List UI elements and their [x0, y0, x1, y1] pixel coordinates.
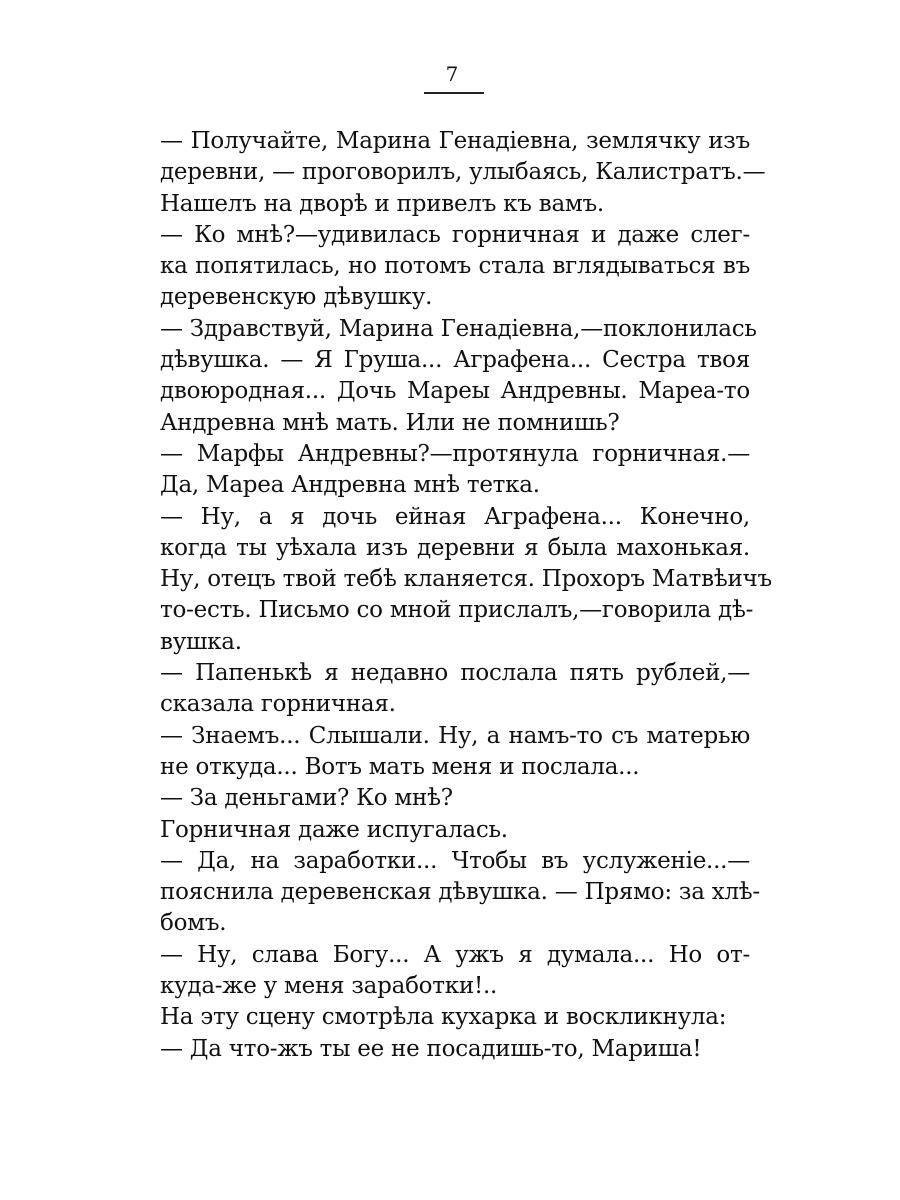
text-line: дѣвушка. — Я Груша... Аграфена... Сестра твоя — [160, 347, 750, 374]
paragraph — [160, 721, 750, 784]
paragraph — [160, 658, 750, 721]
text-line: — Марфы Андревны?—протянула горничная.— — [160, 440, 750, 467]
text-line: пояснила деревенская дѣвушка. — Прямо: за хлѣ- — [160, 879, 760, 906]
paragraph — [160, 846, 760, 940]
paragraph — [160, 1034, 750, 1065]
text-line: На эту сцену смотрѣла кухарка и воскликнула: — [160, 1004, 727, 1031]
text-line: не откуда... Вотъ мать меня и послала... — [160, 753, 640, 780]
text-line: вушка. — [160, 628, 242, 655]
text-line: — Да, на заработки... Чтобы въ услуженіе...— — [160, 847, 750, 874]
text-line: — Ну, слава Богу... А ужъ я думала... Но от- — [160, 941, 750, 968]
text-line: — Ну, а я дочь ейная Аграфена... Конечно, — [160, 503, 750, 530]
paragraph — [160, 815, 750, 846]
page-number: 7 — [445, 62, 459, 86]
text-line: деревенскую дѣвушку. — [160, 284, 433, 311]
text-line: то-есть. Письмо со мной прислалъ,—говорила дѣ- — [160, 597, 754, 624]
body-text — [160, 126, 772, 1065]
text-line: — Здравствуй, Марина Генадіевна,—поклонилась — [160, 315, 757, 342]
text-line: Нашелъ на дворѣ и привелъ къ вамъ. — [160, 190, 604, 217]
text-line: — Получайте, Марина Генадіевна, землячку изъ — [160, 128, 750, 154]
text-line: сказала горничная. — [160, 691, 396, 718]
text-line: — Знаемъ... Слышали. Ну, а намъ-то съ матерью — [160, 722, 750, 749]
paragraph — [160, 502, 772, 658]
paragraph — [160, 314, 757, 439]
text-line: — Да что-жъ ты ее не посадишь-то, Мариша! — [160, 1035, 702, 1062]
page-number-rule — [424, 92, 484, 94]
paragraph — [160, 439, 750, 502]
text-line: деревни, — проговорилъ, улыбаясь, Калистратъ.— — [160, 159, 766, 186]
paragraph — [160, 940, 750, 1003]
text-line: — За деньгами? Ко мнѣ? — [160, 785, 453, 812]
text-line: бомъ. — [160, 910, 227, 937]
text-line: — Ко мнѣ?—удивилась горничная и даже слег- — [160, 221, 750, 248]
paragraph — [160, 220, 750, 314]
paragraph — [160, 126, 766, 220]
text-line: куда-же у меня заработки!.. — [160, 973, 498, 1000]
text-line: Горничная даже испугалась. — [160, 816, 508, 843]
text-line: Ну, отецъ твой тебѣ кланяется. Прохоръ Матвѣичъ — [160, 566, 772, 593]
text-line: Да, Мареа Андревна мнѣ тетка. — [160, 472, 540, 499]
paragraph — [160, 783, 750, 814]
text-line: Андревна мнѣ мать. Или не помнишь? — [160, 409, 620, 436]
text-line: ка попятилась, но потомъ стала вглядываться въ — [160, 253, 750, 280]
text-line: двоюродная... Дочь Мареы Андревны. Мареа-то — [160, 378, 750, 405]
text-line: когда ты уѣхала изъ деревни я была махонькая. — [160, 534, 750, 561]
text-line: — Папенькѣ я недавно послала пять рублей,— — [160, 660, 750, 687]
paragraph — [160, 1002, 750, 1033]
